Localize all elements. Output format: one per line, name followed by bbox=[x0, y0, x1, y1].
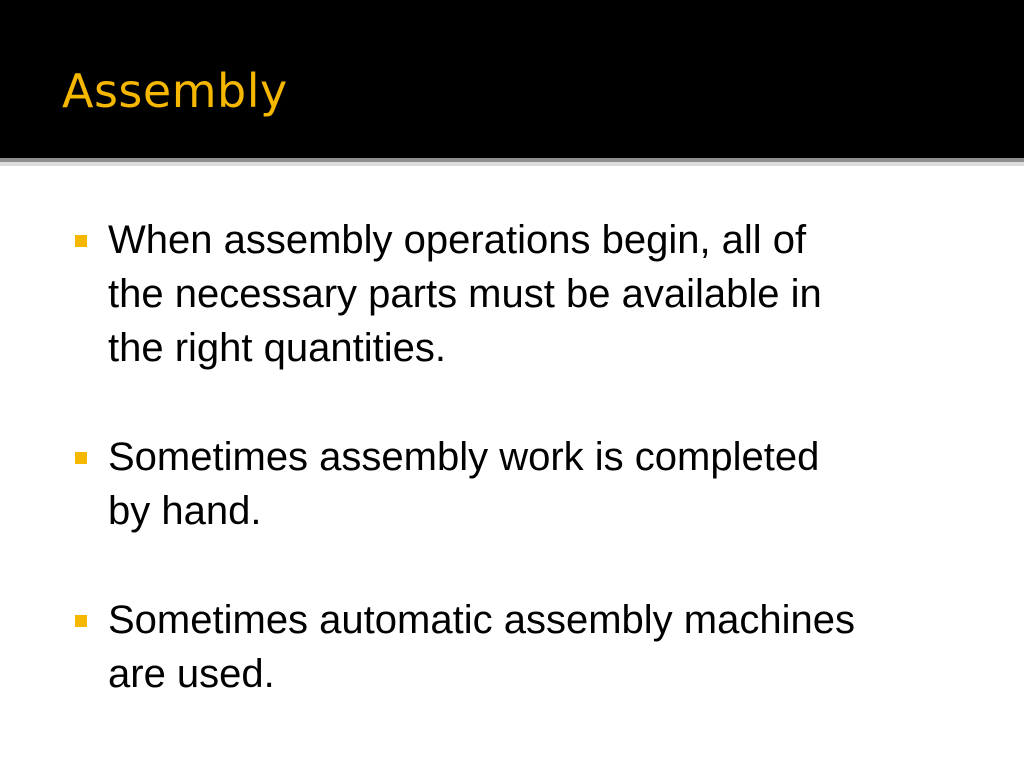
slide-title: Assembly bbox=[62, 64, 288, 118]
bullet-3-line-2: are used. bbox=[108, 652, 275, 696]
bullet-1-line-3: the right quantities. bbox=[108, 326, 446, 370]
bullet-square-icon bbox=[75, 615, 87, 627]
bullet-text-1 bbox=[108, 213, 968, 375]
bullet-2-line-2: by hand. bbox=[108, 489, 262, 533]
bullet-text-2 bbox=[108, 430, 968, 538]
bullet-square-icon bbox=[75, 235, 87, 247]
bullet-text-3 bbox=[108, 593, 968, 701]
bullet-2-line-1: Sometimes assembly work is completed bbox=[108, 435, 820, 479]
bullet-1-line-2: the necessary parts must be available in bbox=[108, 272, 822, 316]
bullet-square-icon bbox=[75, 452, 87, 464]
bullet-3-line-1: Sometimes automatic assembly machines bbox=[108, 598, 855, 642]
bullet-1-line-1: When assembly operations begin, all of bbox=[108, 218, 807, 262]
